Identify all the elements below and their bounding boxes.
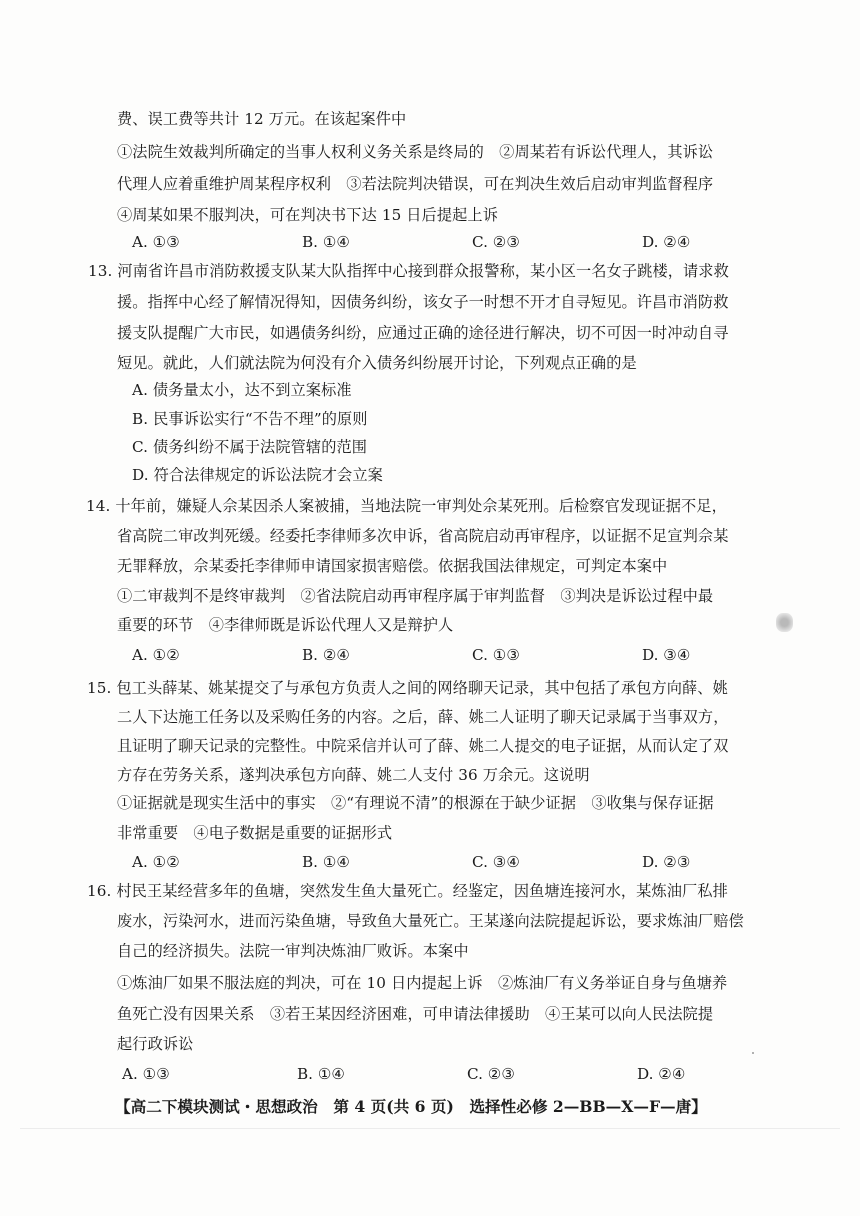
page-edge-line [20,1128,840,1129]
q16-option-c[interactable]: C. ②③ [467,1065,515,1083]
page-footer: 【高二下模块测试・思想政治 第 4 页(共 6 页) 选择性必修 2—BB—X—F—唐】 [115,1097,707,1116]
q14-stem-line: 无罪释放，佘某委托李律师申请国家损害赔偿。依据我国法律规定，可判定本案中 [117,557,668,575]
q14-stem-line: 省高院二审改判死缓。经委托李律师多次申诉，省高院启动再审程序，以证据不足宣判佘某 [117,527,729,545]
q15-option-d[interactable]: D. ②③ [642,853,691,871]
q14-statement-line: ①二审裁判不是终审裁判 ②省法院启动再审程序属于审判监督 ③判决是诉讼过程中最 [117,587,714,605]
q16-stem-line: 16. 村民王某经营多年的鱼塘，突然发生鱼大量死亡。经鉴定，因鱼塘连接河水，某炼油厂私排 [87,882,728,900]
q16-option-a[interactable]: A. ①③ [122,1065,170,1083]
q12-option-b[interactable]: B. ①④ [302,233,351,251]
q13-option-a[interactable]: A. 债务量太小，达不到立案标准 [132,381,352,399]
q16-stem-line: 自己的经济损失。法院一审判决炼油厂败诉。本案中 [117,942,469,960]
q16-statement-line: 起行政诉讼 [117,1035,194,1053]
q14-statement-line: 重要的环节 ④李律师既是诉讼代理人又是辩护人 [117,616,454,634]
q15-option-a[interactable]: A. ①② [132,853,180,871]
q15-stem-line: 二人下达施工任务以及采购任务的内容。之后，薛、姚二人证明了聊天记录属于当事双方， [117,708,729,726]
q14-option-b[interactable]: B. ②④ [302,646,351,664]
q15-stem-line: 且证明了聊天记录的完整性。中院采信并认可了薛、姚二人提交的电子证据，从而认定了双 [117,737,729,755]
q12-option-d[interactable]: D. ②④ [642,233,691,251]
q15-options [132,852,772,872]
q13-stem-line: 援支队提醒广大市民，如遇债务纠纷，应通过正确的途径进行解决，切不可因一时冲动自寻 [117,324,729,342]
q13-stem-line: 13. 河南省许昌市消防救援支队某大队指挥中心接到群众报警称，某小区一名女子跳楼，请求救 [88,262,729,280]
q13-option-d[interactable]: D. 符合法律规定的诉讼法院才会立案 [132,466,383,484]
q15-stem-line: 方存在劳务关系，遂判决承包方向薛、姚二人支付 36 万余元。这说明 [117,766,590,784]
q13-stem-line: 援。指挥中心经了解情况得知，因债务纠纷，该女子一时想不开才自寻短见。许昌市消防救 [117,293,729,311]
scan-smudge [776,613,793,632]
q16-option-b[interactable]: B. ①④ [297,1065,346,1083]
q13-option-b[interactable]: B. 民事诉讼实行“不告不理”的原则 [132,410,368,428]
q14-options [132,645,772,665]
q12-option-a[interactable]: A. ①③ [132,233,180,251]
q12-statement-line: ④周某如果不服判决，可在判决书下达 15 日后提起上诉 [117,206,498,224]
q12-stem-continuation: 费、误工费等共计 12 万元。在该起案件中 [117,110,407,128]
q14-option-c[interactable]: C. ①③ [472,646,520,664]
q13-stem-line: 短见。就此，人们就法院为何没有介入债务纠纷展开讨论，下列观点正确的是 [117,354,637,372]
q15-option-c[interactable]: C. ③④ [472,853,520,871]
q14-option-a[interactable]: A. ①② [132,646,180,664]
q16-stem-line: 废水，污染河水，进而污染鱼塘，导致鱼大量死亡。王某遂向法院提起诉讼，要求炼油厂赔偿 [117,912,744,930]
scan-speck [752,1052,754,1054]
q15-statement-line: 非常重要 ④电子数据是重要的证据形式 [117,824,393,842]
q15-statement-line: ①证据就是现实生活中的事实 ②“有理说不清”的根源在于缺少证据 ③收集与保存证据 [117,794,714,812]
q13-option-c[interactable]: C. 债务纠纷不属于法院管辖的范围 [132,438,368,456]
q15-option-b[interactable]: B. ①④ [302,853,351,871]
q16-options [122,1064,772,1084]
q16-option-d[interactable]: D. ②④ [637,1065,686,1083]
q12-options [132,232,772,252]
q16-statement-line: 鱼死亡没有因果关系 ③若王某因经济困难，可申请法律援助 ④王某可以向人民法院提 [117,1005,714,1023]
q12-statement-line: 代理人应着重维护周某程序权利 ③若法院判决错误，可在判决生效后启动审判监督程序 [117,175,714,193]
q14-option-d[interactable]: D. ③④ [642,646,691,664]
q14-stem-line: 14. 十年前，嫌疑人佘某因杀人案被捕，当地法院一审判处佘某死刑。后检察官发现证据不足， [86,497,727,515]
q12-option-c[interactable]: C. ②③ [472,233,520,251]
q12-statement-line: ①法院生效裁判所确定的当事人权利义务关系是终局的 ②周某若有诉讼代理人，其诉讼 [117,143,714,161]
q15-stem-line: 15. 包工头薛某、姚某提交了与承包方负责人之间的网络聊天记录，其中包括了承包方向薛、姚 [87,679,728,697]
q16-statement-line: ①炼油厂如果不服法庭的判决，可在 10 日内提起上诉 ②炼油厂有义务举证自身与鱼塘养 [117,974,728,992]
